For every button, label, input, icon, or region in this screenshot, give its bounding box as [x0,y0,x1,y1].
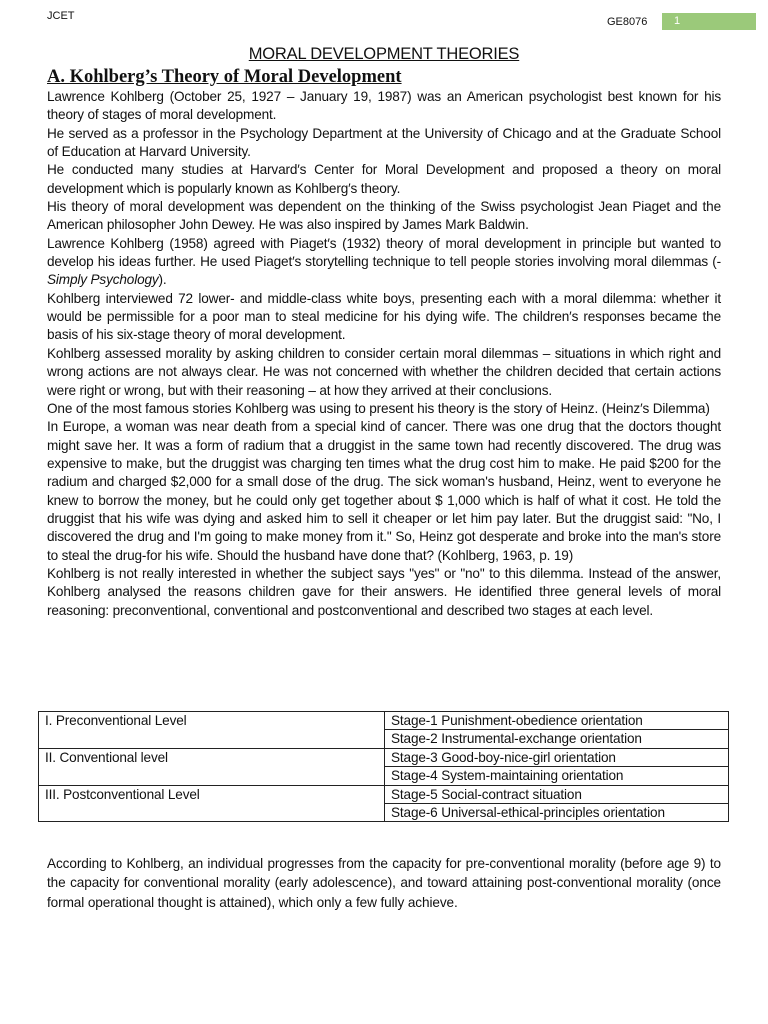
page-number: 1 [662,13,756,30]
paragraph: He conducted many studies at Harvard′s Center for Moral Development and proposed a theory on moral development which is popularly known as Kohlberg′s theory. [47,162,721,196]
paragraph: In Europe, a woman was near death from a special kind of cancer. There was one drug that the doctors thought might save her. It was a form of radium that a druggist in the same town had recently discovered. The drug was expensive to make, but the druggist was charging ten times what the drug cost him to make. He paid $200 for the radium and charged $2,000 for a small dose of the drug. The sick woman's husband, Heinz, went to everyone he knew to borrow the money, but he could only get together about $ 1,000 which is half of what it cost. He told the druggist that his wife was dying and asked him to sell it cheaper or let him pay later. But the druggist said: "No, I discovered the drug and I'm going to make money from it." So, Heinz got desperate and broke into the man's store to steal the drug-for his wife. Should the husband have done that? (Kohlberg, 1963, p. 19) [47,419,721,563]
level-cell: I. Preconventional Level [39,712,385,749]
level-cell: II. Conventional level [39,748,385,785]
paragraph: His theory of moral development was dependent on the thinking of the Swiss psychologist Jean Piaget and the American philosopher John Dewey. He was also inspired by James Mark Baldwin. [47,199,721,233]
stage-cell: Stage-5 Social-contract situation [385,785,729,803]
paragraph: Kohlberg assessed morality by asking children to consider certain moral dilemmas – situations in which right and wrong actions are not always clear. He was not concerned with whether the children decided that certain actions were right or wrong, but with their reasoning – at how they arrived at their conclusions. [47,345,721,398]
header-course-code: GE8076 [607,16,648,28]
paragraph [47,235,721,290]
citation-end: ). [158,272,167,288]
table-row [39,712,729,730]
level-cell: III. Postconventional Level [39,785,385,822]
citation-source: Simply Psychology [47,272,159,288]
table-row [39,785,729,803]
stage-cell: Stage-1 Punishment-obedience orientation [385,712,729,730]
paragraph: Kohlberg is not really interested in whether the subject says "yes" or "no" to this dilemma. Instead of the answer, Kohlberg analysed the reasons children gave for their answers. He identified three general levels of moral reasoning: preconventional, conventional and postconventional and described two stages at each level. [47,565,721,618]
paragraph-text: Lawrence Kohlberg (1958) agreed with Piaget′s (1932) theory of moral development in principle but wanted to develop his ideas further. He used Piaget′s storytelling technique to tell people stories involving moral dilemmas (- [47,235,721,270]
paragraph: One of the most famous stories Kohlberg was using to present his theory is the story of Heinz. (Heinz′s Dilemma) [47,400,710,416]
page-title: MORAL DEVELOPMENT THEORIES [248,45,520,63]
stage-cell: Stage-2 Instrumental-exchange orientation [385,730,729,748]
paragraph: Kohlberg interviewed 72 lower- and middle-class white boys, presenting each with a moral dilemma: whether it would be permissible for a poor man to steal medicine for his dying wife. The children′s responses became the basis of his six-stage theory of moral development. [47,290,721,343]
stages-table [38,711,729,822]
stage-cell: Stage-4 System-maintaining orientation [385,767,729,785]
table-row [39,748,729,766]
paragraph: He served as a professor in the Psychology Department at the University of Chicago and at the Graduate School of Education at Harvard University. [47,125,721,160]
header-institution: JCET [47,10,75,22]
stage-cell: Stage-3 Good-boy-nice-girl orientation [385,748,729,766]
final-paragraph: According to Kohlberg, an individual progresses from the capacity for pre-conventional morality (before age 9) to the capacity for conventional morality (early adolescence), and toward attaining post-conventional morality (once formal operational thought is attained), which only a few fully achieve. [47,855,721,910]
body-text [47,88,721,620]
paragraph: Lawrence Kohlberg (October 25, 1927 – January 19, 1987) was an American psychologist best known for his theory of stages of moral development. [47,89,721,123]
stage-cell: Stage-6 Universal-ethical-principles orientation [385,803,729,821]
section-heading: A. Kohlberg’s Theory of Moral Development [47,67,402,87]
